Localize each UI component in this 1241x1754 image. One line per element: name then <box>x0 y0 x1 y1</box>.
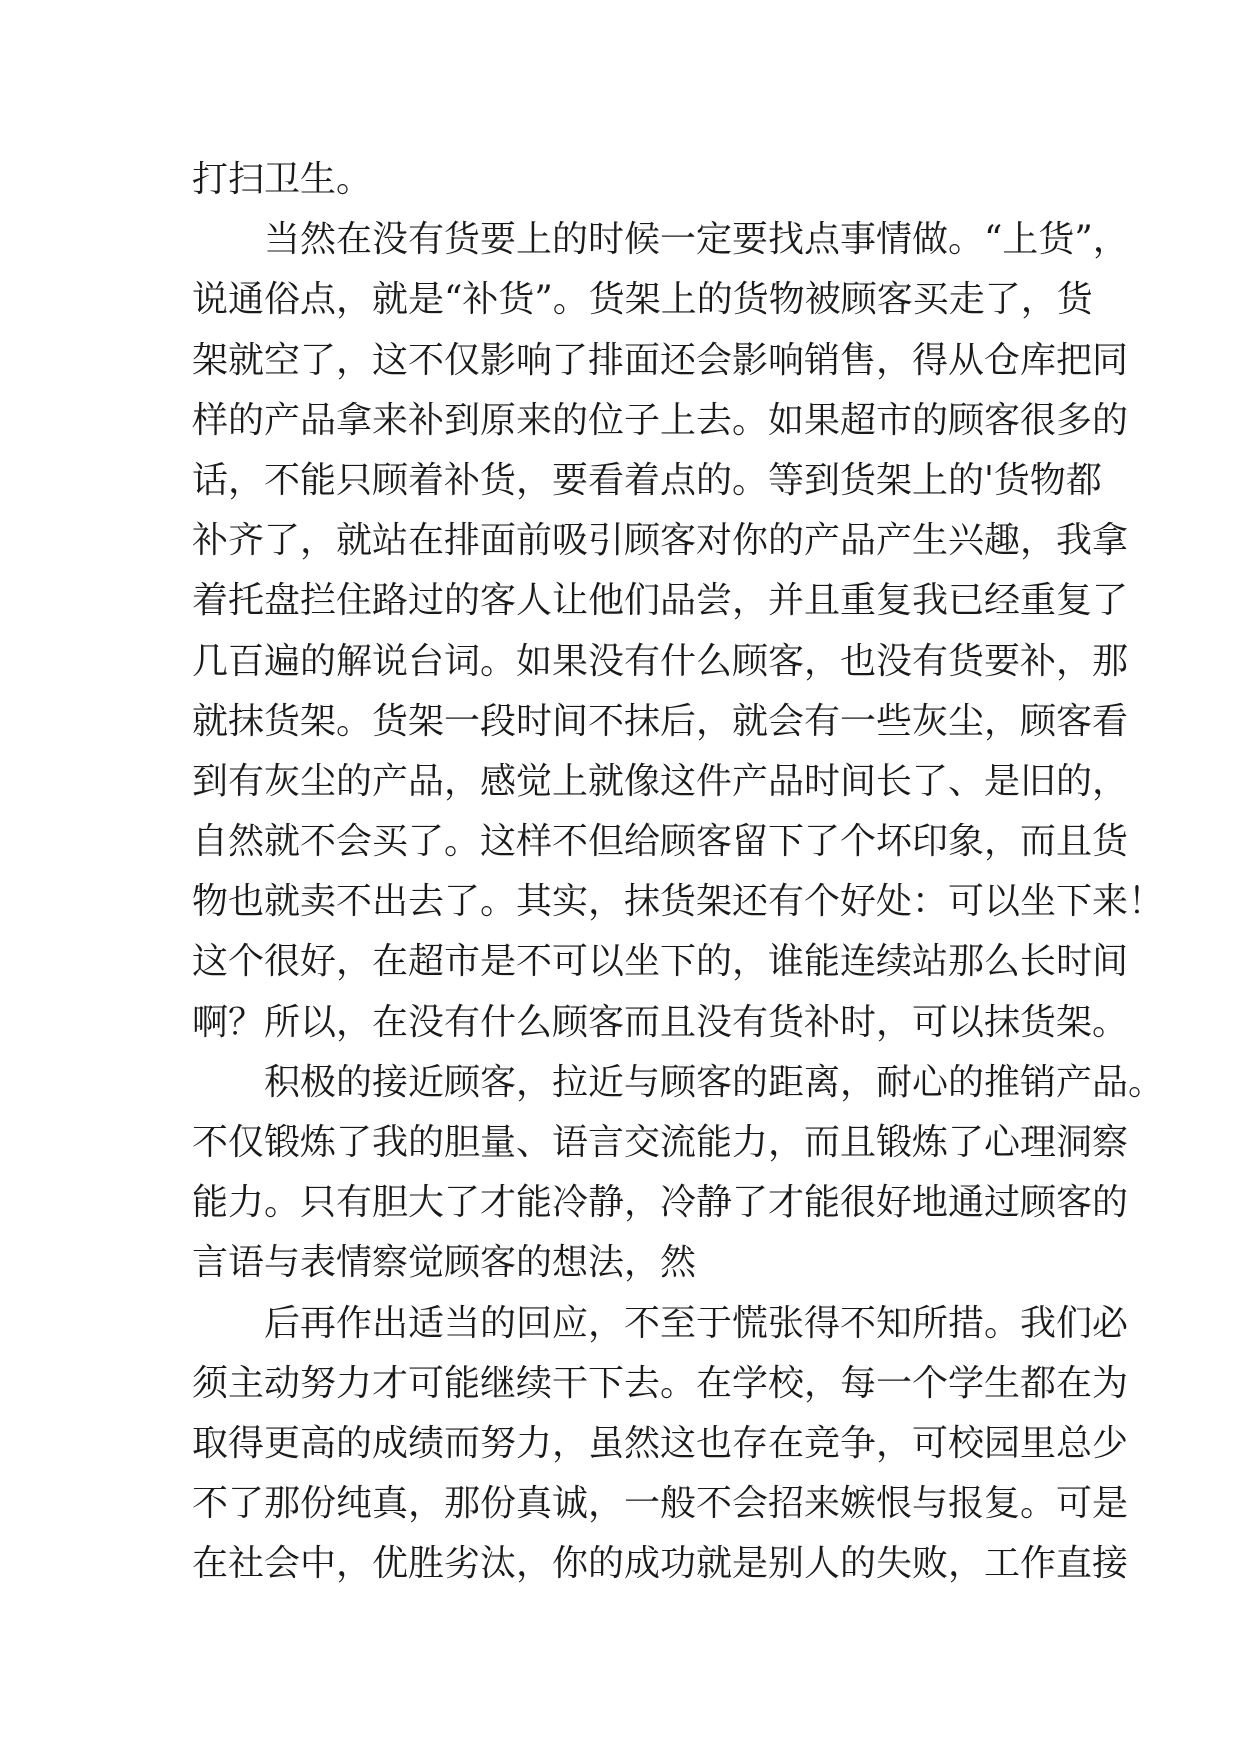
text-line: 几百遍的解说台词。如果没有什么顾客，也没有货要补，那 <box>192 640 1129 682</box>
text-line: 啊？所以，在没有什么顾客而且没有货补时，可以抹货架。 <box>192 1001 1129 1043</box>
text-line: 积极的接近顾客，拉近与顾客的距离，耐心的推销产品。 <box>264 1061 1165 1103</box>
text-line: 自然就不会买了。这样不但给顾客留下了个坏印象，而且货 <box>192 821 1129 863</box>
text-line: 话，不能只顾着补货，要看着点的。等到货架上的'货物都 <box>192 459 1102 501</box>
text-line: 就抹货架。货架一段时间不抹后，就会有一些灰尘，顾客看 <box>192 700 1129 742</box>
text-line: 说通俗点，就是“补货”。货架上的货物被顾客买走了，货 <box>192 279 1093 321</box>
text-line: 架就空了，这不仅影响了排面还会影响销售，得从仓库把同 <box>192 339 1129 381</box>
text-line: 言语与表情察觉顾客的想法，然 <box>192 1242 697 1284</box>
text-line: 这个很好，在超市是不可以坐下的，谁能连续站那么长时间 <box>192 941 1129 983</box>
text-line: 不了那份纯真，那份真诚，一般不会招来嫉恨与报复。可是 <box>192 1483 1129 1525</box>
text-line: 补齐了，就站在排面前吸引顾客对你的产品产生兴趣，我拿 <box>192 520 1129 562</box>
text-line: 样的产品拿来补到原来的位子上去。如果超市的顾客很多的 <box>192 399 1129 441</box>
text-line: 当然在没有货要上的时候一定要找点事情做。“上货”， <box>264 219 1129 261</box>
text-line: 能力。只有胆大了才能冷静，冷静了才能很好地通过顾客的 <box>192 1182 1129 1224</box>
text-line: 物也就卖不出去了。其实，抹货架还有个好处：可以坐下来！ <box>192 881 1165 923</box>
text-line: 着托盘拦住路过的客人让他们品尝，并且重复我已经重复了 <box>192 580 1129 622</box>
document-body <box>192 150 1165 1595</box>
text-line: 取得更高的成绩而努力，虽然这也存在竞争，可校园里总少 <box>192 1422 1129 1464</box>
text-line: 打扫卫生。 <box>192 159 373 200</box>
text-line: 到有灰尘的产品，感觉上就像这件产品时间长了、是旧的， <box>192 760 1129 802</box>
text-line: 后再作出适当的回应，不至于慌张得不知所措。我们必 <box>264 1302 1129 1344</box>
text-line: 不仅锻炼了我的胆量、语言交流能力，而且锻炼了心理洞察 <box>192 1122 1129 1163</box>
text-line: 须主动努力才可能继续干下去。在学校，每一个学生都在为 <box>192 1362 1129 1404</box>
text-line: 在社会中，优胜劣汰，你的成功就是别人的失败，工作直接 <box>192 1543 1129 1585</box>
